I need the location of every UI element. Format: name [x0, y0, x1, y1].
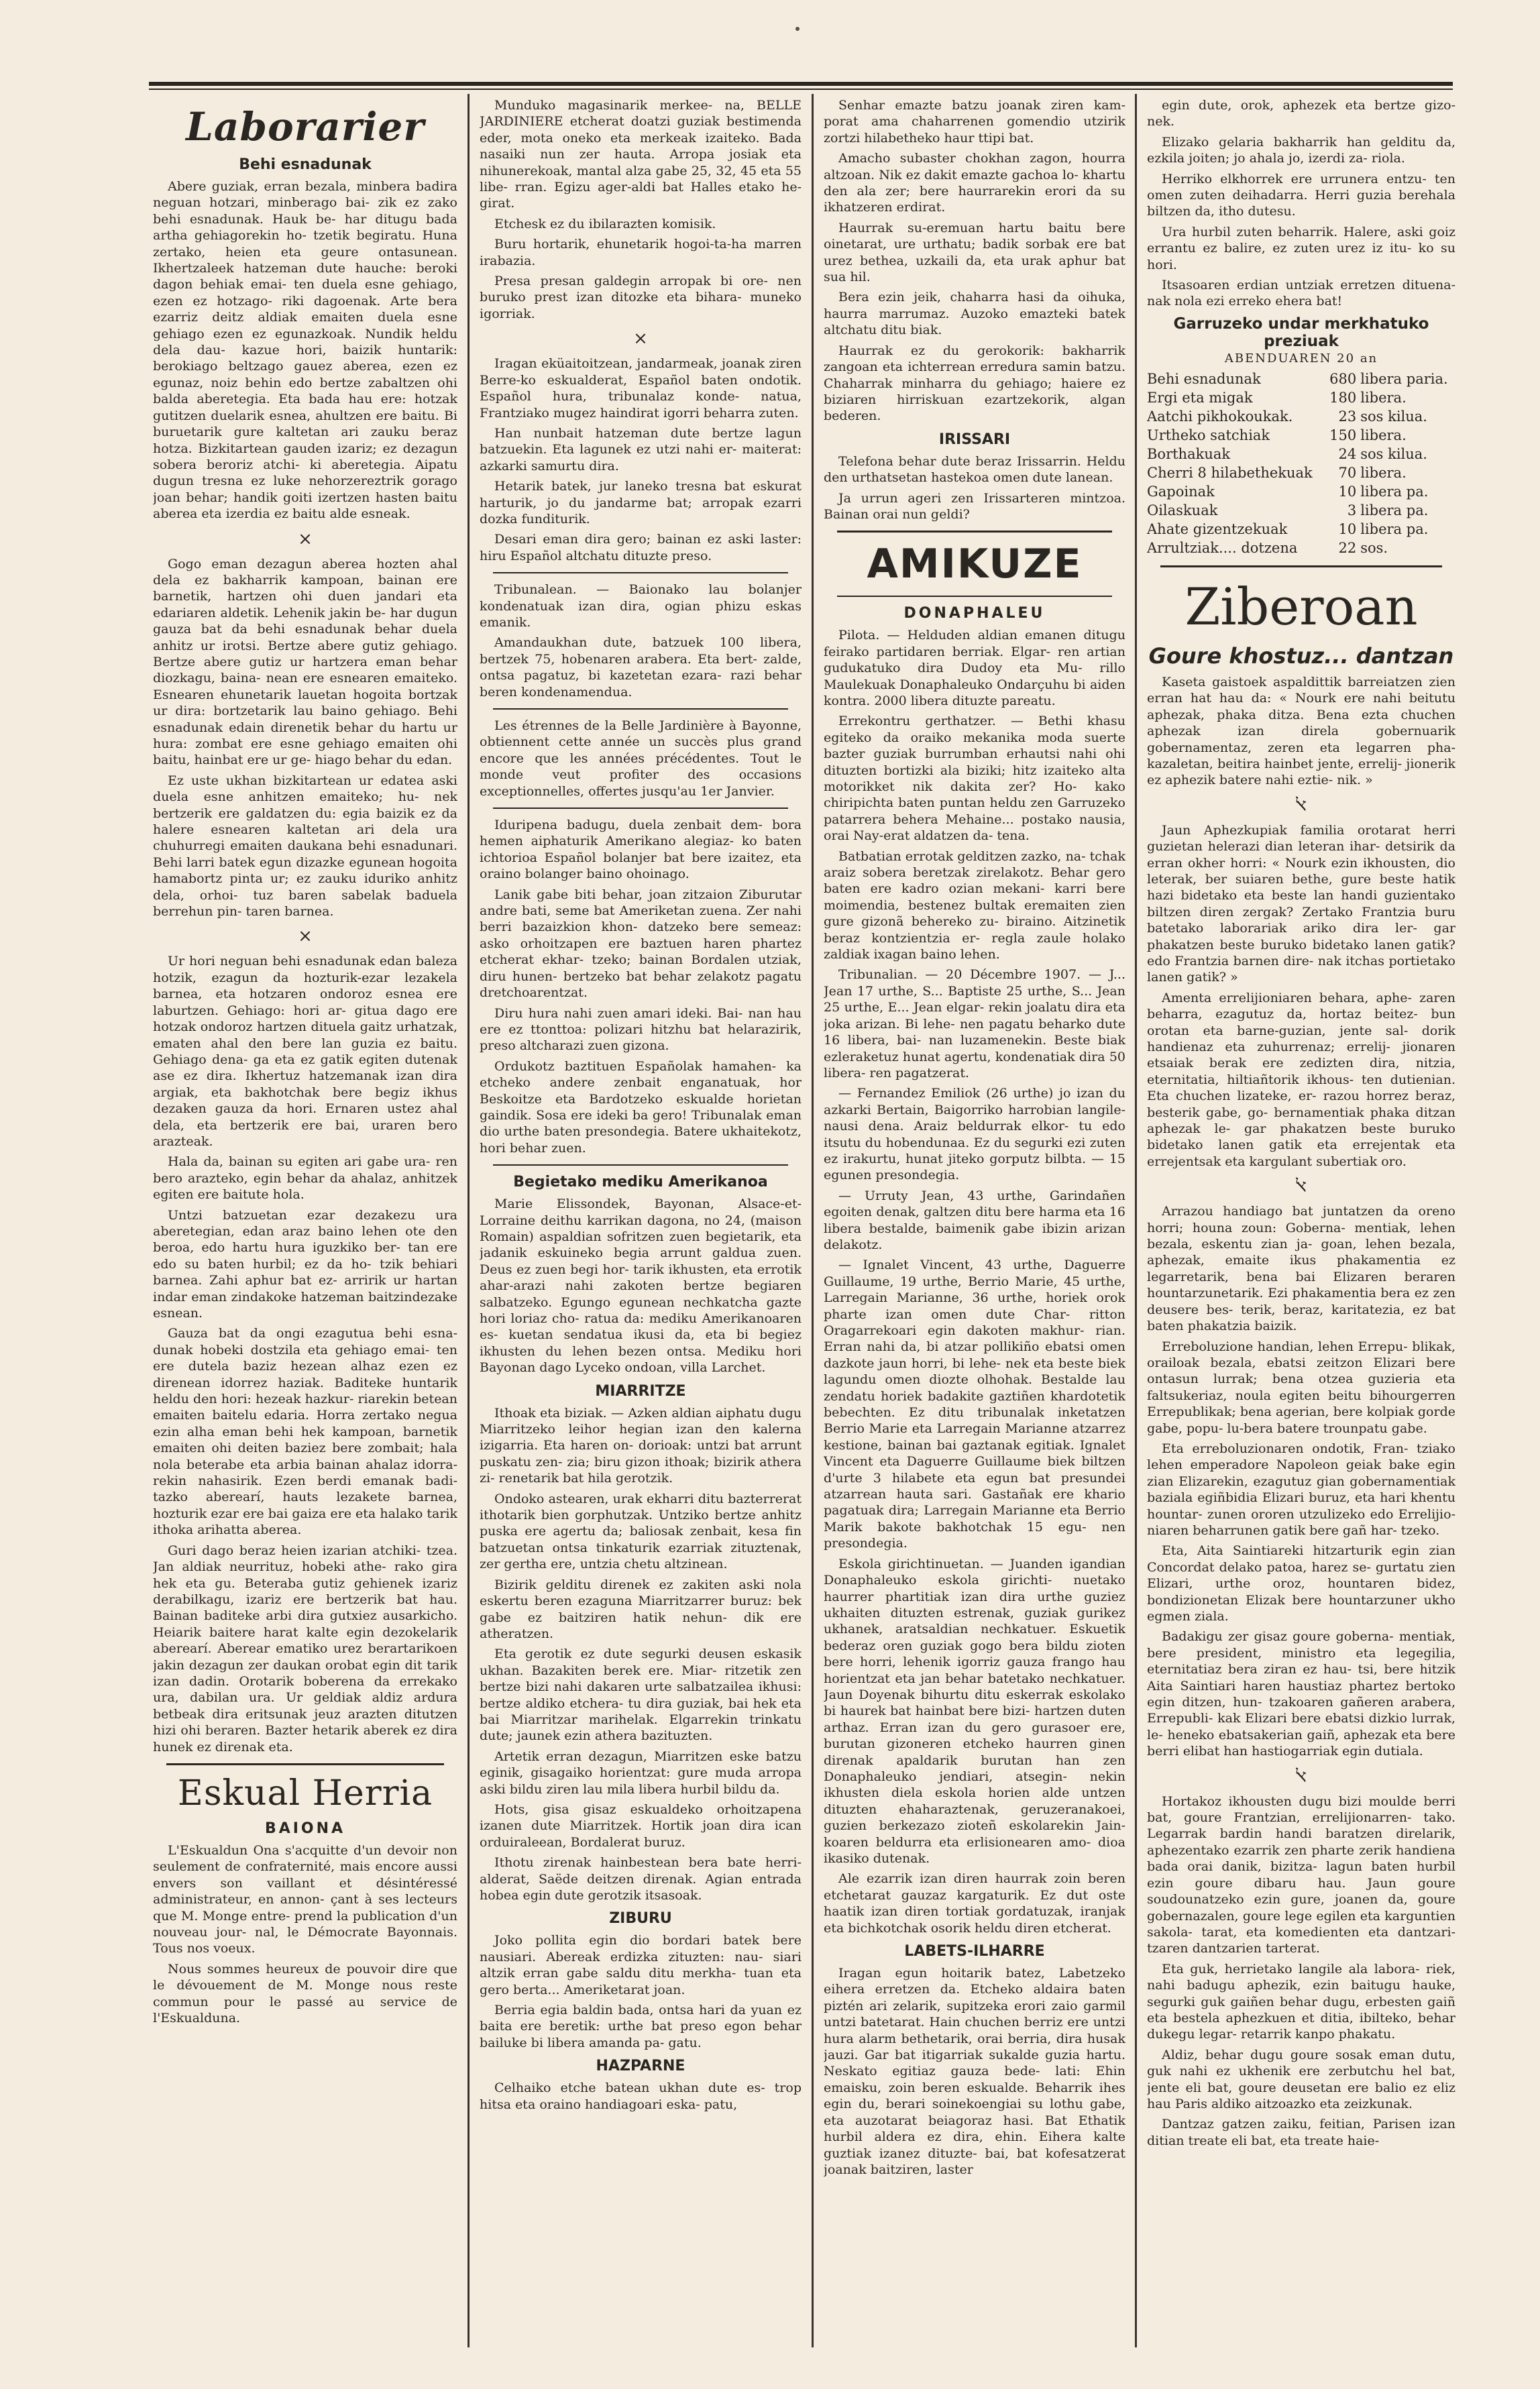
price-item-unit: sos kilua. [1360, 445, 1427, 462]
price-item-name: Borthakuak [1147, 445, 1231, 462]
paragraph: Nous sommes heureux de pouvoir dire que le dévouement de M. Monge nous reste commun pour le passé au service de l'Eskualduna. [153, 1961, 457, 2026]
paragraph: Amandaukhan dute, batzuek 100 libera, bertzek 75, hobenaren arabera. Eta bert- zalde, ontsa pagatuz, bi kazetetan ezara- razi behar beren kondenamendua. [480, 635, 802, 700]
section-title-goure-khostuz: Goure khostuz... dantzan [1148, 643, 1454, 669]
paragraph: Kaseta gaistoek aspaldittik barreiatzen zien erran hat hau da: « Nourk ere nahi beitutu aphezak, phaka ditza. Bena ezta chuchen aphezak izan direla gobernuarik gobernamentaz, zeren eta legarren pha- kazaletan, beitira hainbet jente, errelij- jionerik ez aphezik batere nahi eztie- nik. » [1147, 674, 1455, 788]
section-rule [166, 1763, 444, 1765]
paragraph: Telefona behar dute beraz Irissarrin. Heldu den urthatsetan hastekoa omen dute lanean. [824, 453, 1125, 486]
section-title-miarritze: MIARRITZE [595, 1382, 686, 1400]
price-item-unit: sos kilua. [1360, 408, 1427, 425]
paragraph: Gauza bat da ongi ezagutua behi esna- dunak hobeki dostzila eta gehiago emai- ten ere dutela baziz hezean alhaz ezen ez direnean idorrez haziak. Baditeke huntarik heldu den hori: hezeak hazkur- riarekin betean emaiten baitelu edaria. Horra zertako negua ezin alha eman behi hek kampoan, barnetik emaiten ohi deiten baziez bere zombait; hala nola beterabe eta arbia bainan ahalaz idorra- rekin nahasirik. Ezen berdi emanak badi- tazko aberearí, hauts lezakete barnea, hozturik ezar ere bai gaiza ere eta halako tarik ithoka arihatta aberea. [153, 1326, 457, 1538]
paragraph: Batbatian errotak gelditzen zazko, na- tchak araiz sobera beretzak zirelakotz. Behar gero baten ere kadro ozian mekani- karri bere moimendia, bestenez bultak eremaiten zien gure gizonã behereko zu- biraino. Aitzinetik beraz kontzientzia er- regla zaule holako zaldiak ixagan baino lehen. [824, 848, 1125, 962]
paragraph: Bizirik gelditu direnek ez zakiten aski nola eskertu beren ezaguna Miarritzarrer buruz: bek gabe ez baitziren hatik nehun- dik ere atheratzen. [480, 1577, 802, 1641]
paragraph: Herriko elkhorrek ere urrunera entzu- ten omen zuten deihadarra. Herri guzia berehala biltzen da, itho dutesu. [1147, 171, 1455, 219]
table-row [1147, 539, 1455, 557]
table-row [1147, 370, 1455, 388]
paragraph: Iduripena badugu, duela zenbait dem- bora hemen aiphaturik Amerikano alegiaz- ko baten ichtorioa Español bolanjer bat bere izaitez, eta oraino bolanger baino ohoinago. [480, 818, 802, 882]
paragraph: Eta guk, herrietako langile ala labora- riek, nahi badugu aphezik, ezin baitugu hauke, segurki guk gaiñen behar dugu, erbesten gaiñ eta bestela aphezkuen et ditia, ibilteko, behar dukegu legar- retarrik kanpo phakatu. [1147, 1961, 1455, 2042]
price-item-value: 680 [1329, 370, 1357, 387]
price-item-value: 70 [1338, 464, 1357, 481]
price-item-value: 23 [1338, 408, 1357, 425]
paragraph: — Fernandez Emiliok (26 urthe) jo izan du azkarki Bertain, Baigorriko harrobian langile-nausi dena. Araiz beldurrak elkor- tu edo itsutu du hobendunaa. Ez du segurki ezi zuten ez irakurtu, hunat jiteko gorputz bilbta. — 15 egunen presondegia. [824, 1086, 1125, 1183]
table-row [1147, 501, 1455, 520]
paragraph: Iragan egun hoitarik batez, Labetzeko eihera erretzen da. Etcheko aldaira baten piztén ari zelarik, supitzeka erori zaio garmil untzi batetarat. Hain chuchen berriz ere untzi hura alarm bethetarik, orai berria, dira husak jauzi. Gar bat itigarriak sukalde guzia hartu. Neskato egitiaz gauza bede- lati: Ehin emaisku, zoin beren eskualde. Beharrik ihes egin du, berari soinekoengiai su lothu gabe, eta auzotarat beiagoraz hasi. Bat Ethatik hurbil aldera ez dira, ehin. Eihera kalte guztiak izanez dituzte- bai, bat kofesatzerat joanak baitziren, laster [824, 1966, 1125, 2177]
table-row [1147, 426, 1455, 445]
paragraph: Badakigu zer gisaz goure goberna- mentiak, bere president, ministro eta legegilia, eternitatiaz bera ziran ez hau- tsi, bere hitzik Aita Saintiari haren haustiaz phartez bertoko egin ditzen, hun- tzakoaren gañeren arabera, Errepubli- kak Elizari bere ebatsi dizkio lurrak, le- heneko ebatsakerian gaiñ, aphezak eta bere berri elibat han hastiogarriak egin dutiala. [1147, 1629, 1455, 1759]
section-title-labets-ilharre: LABETS-ILHARRE [904, 1943, 1045, 1960]
section-title-begietako-mediku: Begietako mediku Amerikanoa [513, 1174, 768, 1191]
masthead-amikuze: AMIKUZE [867, 541, 1083, 588]
paragraph: Haurrak ez du gerokorik: bakharrik zangoan eta ichterrean erredura samin batzu. Chaharrak minharra du gehiago; haiere ez biziaren hirriskuan ezartzekorik, algan bederen. [824, 343, 1125, 424]
paragraph: Errekontru gerthatzer. — Bethi khasu egiteko da oraiko mekanika moda suerte bazter guziak burrumban erhautsi nahi ohi dituzten bortizki ala biziki; hitz izaiteko alta motorikket nik dakita zer? Ho- kako chiripichta baten puntan heldu zen Garruzeko patarrera behera Mehaine... postako nausia, orai Nay-erat aldatzen da- tena. [824, 714, 1125, 844]
price-item-unit: sos. [1360, 539, 1388, 556]
section-title-ziburu: ZIBURU [609, 1910, 672, 1928]
section-rule [493, 1164, 788, 1166]
paragraph: Hala da, bainan su egiten ari gabe ura- ren bero arazteko, egin behar da ahalaz, anhitzek egiten ere baitute hola. [153, 1154, 457, 1203]
paragraph: — Ignalet Vincent, 43 urthe, Daguerre Guillaume, 19 urthe, Berrio Marie, 45 urthe, Larregain Marianne, 36 urthe, horiek orok pharte izan omen dute Char- ritton Oragarrekoari egin dakoten makhur- rian. Erran nahi da, bi atzar pollikiño ebatsi omen dazkote jaun horri, bi lehe- nek eta beste biek lagundu omen diozte olhohak. Bestalde lau zendatu horiek badakite gaztiñen khardotetik bebechten. Ez ditu tribunalak inketatzen Berrio Marie eta Larregain Marianne atzarrez kestione, bainan bai gaztanak egitiak. Ignalet Vincent eta Daguerre Guillaume biek biltzen d'urte 3 hilabete eta egun bat presundei atzarrean hauta sari. Gastañak ere khario pagatuak dira; Larregain Marianne eta Berrio Marik bakote bakhotchak 15 egu- nen presondegia. [824, 1258, 1125, 1551]
masthead-laborarier: Laborarier [186, 104, 425, 150]
price-item-value: 10 [1338, 483, 1357, 500]
price-item-unit: libera pa. [1360, 483, 1429, 500]
paragraph: Hetarik batek, jur laneko tresna bat eskurat harturik, jo du jandarme bat; arropak ezarri dozka funditurik. [480, 479, 802, 526]
price-item-value: 24 [1338, 445, 1357, 462]
price-list-title: Garruzeko undar merkhatuko preziuak [1173, 315, 1429, 350]
paragraph: Dantzaz gatzen zaiku, feitian, Parisen izan ditian treate eli bat, eta treate haie- [1147, 2117, 1455, 2148]
column-4 [1147, 97, 1455, 2364]
paragraph: Hots, gisa gisaz eskualdeko orhoitzapena izanen dute Miarritzek. Hortik joan dira ican orduiraleean, Bordalerat buruz. [480, 1801, 802, 1850]
paragraph: Marie Elissondek, Bayonan, Alsace-et- Lorraine deithu karrikan dagona, no 24, (maison Romain) aspaldian sofritzen zuen begietarik, eta jadanik eskuineko begia arrunt galdua zuen. Deus ez zuen begi hor- tarik ikhusten, eta errotik ahar-arazi nahi zakoten bertze begiaren salbatzeko. Egungo egunean nechkatcha gazte hori loriaz cho- ratua da: mediku Amerikanoaren es- kuetan sendatua ikusi da, eta bi begiez ikhusten du lehen bezen ontsa. Mediku hori Bayonan dago Lyceko ondoan, villa Larchet. [480, 1197, 802, 1376]
paragraph: Ja urrun ageri zen Irissarteren mintzoa. Bainan orai nun geldi? [824, 490, 1125, 522]
paragraph: Etchesk ez du ibilarazten komisik. [494, 216, 716, 231]
paragraph: Ez uste ukhan bizkitartean ur edatea aski duela esne anhitzen emaiteko; hu- nek bertzerik ere galdatzen du: egia baizik ez da halere esnearen kaltetan ari dela ura chuhurregi emaiten daukana behi esnadunari. Behi larri batek egun dizazke egunean hogoita hamabortz pinta ur; ez zauku iduriko anhitz dela, orhoi- tuz baren sabelak baduela berrehun pin- taren barnea. [153, 773, 457, 920]
paragraph: Pilota. — Helduden aldian emanen ditugu feirako partidaren berriak. Elgar- ren artian gudukatuko dira Dudoy eta Mu- rillo Maulekuak Donaphaleuko Ondarçuhu bi aiden kontra. 2000 libera dituzte pareatu. [824, 628, 1125, 708]
section-title-donaphaleu: DONAPHALEU [903, 605, 1046, 622]
column-divider [812, 94, 814, 2347]
paragraph: Amenta errelijioniaren behara, aphe- zaren beharra, ezagutuz da, hortaz beitez- bun orotan eta barne-guzian, jente sal- dorik handienaz eta zuhurrenaz; errelij- jionaren etsaiak berak ere zedizten dira, nitzia, eternitatia, hiltiañtorik ikhous- ten dutienian. Eta chuchen lizateke, er- razou horrez beraz, besterik gabe, go- bernamentiak phaka ditzan aphezak le- gar phakatzen beste buruko bidetako lanen gatik eta errejentak eta errejentsak eta kargulant subertiak oro. [1147, 990, 1455, 1169]
price-item-name: Cherri 8 hilabethekuak [1147, 464, 1313, 481]
table-row [1147, 407, 1455, 426]
price-table [1147, 370, 1455, 557]
price-item-value: 150 [1329, 427, 1357, 443]
price-item-value: 22 [1338, 539, 1357, 556]
paragraph: Ura hurbil zuten beharrik. Halere, aski goiz errantu ez balire, ez zuten urez iz itu- ko su hori. [1147, 224, 1455, 272]
masthead-eskual-herria: Eskual Herria [177, 1773, 433, 1814]
section-title-behi-esnadunak: Behi esnadunak [239, 156, 372, 173]
price-item-unit: libera paria. [1360, 370, 1448, 387]
paragraph: Berria egia baldin bada, ontsa hari da yuan ez baita ere beretik: urthe bat preso egon behar bailuke bi libera amanda pa- gatu. [480, 2003, 802, 2050]
paragraph: Haurrak su-eremuan hartu baitu bere oinetarat, ure urthatu; badik sorbak ere bat urez bethea, uzkaili da, eta urak aphur bat sua hil. [824, 220, 1125, 285]
paragraph: Buru hortarik, ehunetarik hogoi-ta-ha marren irabazia. [480, 237, 802, 268]
paragraph: Untzi batzuetan ezar dezakezu ura aberetegian, edan araz baino lehen ote den beroa, edo hartu hura iguzkiko ber- tan ere edo su baten hurbil; ez da ho- tzik behiari barnea. Zahi aphur bat ez- arririk ur hartan indar eman zindakoke hatzeman baitzindezake esnean. [153, 1207, 457, 1321]
column-divider [1135, 94, 1137, 2347]
section-rule [493, 708, 788, 710]
paragraph: Han nunbait hatzeman dute bertze lagun batzuekin. Eta lagunek ez utzi nahi er- maiterat: azkarki samurtu dira. [480, 425, 802, 474]
table-row [1147, 520, 1455, 539]
paragraph: Eta erreboluzionaren ondotik, Fran- tziako lehen emperadore Napoleon geiak bake egin zian Elizarekin, ezagutuz gian gobernamentiak baziala egiñbidia Elizari buruz, eta hari khentu hountar- zunen ororen utzulizeko edo Errelijio- niaren beharrunen gatik bere gañ har- tzeko. [1147, 1441, 1455, 1538]
paragraph: Celhaiko etche batean ukhan dute es- trop hitsa eta oraino handiagoari eska- patu, [480, 2080, 802, 2112]
price-item-name: Ergi eta migak [1147, 389, 1253, 406]
paragraph: Les étrennes de la Belle Jardinière à Bayonne, obtiennent cette année un succès plus grand encore que les années précédentes. Tout le monde veut profiter des occasions exceptionnelles, offertes jusqu'au 1er Janvier. [480, 718, 802, 799]
paragraph: Itsasoaren erdian untziak erretzen dituena- nak nola ezi erreko ehera bat! [1147, 278, 1455, 309]
top-rule [149, 82, 1453, 86]
price-item-unit: libera. [1360, 389, 1407, 406]
paragraph: Arrazou handiago bat juntatzen da oreno horri; houna zoun: Goberna- mentiak, lehen bezala, eskentu zian ja- goan, lehen bezala, aphezak, emaite ikus phakamentia ez legarretarik, bena bai Elizaren beraren hountarzunetarik. Ezi phakamentia bera ez zen deusere bes- terik, beraz, karitatezia, ez bat baten phakatzia baizik. [1147, 1204, 1455, 1334]
paragraph: Senhar emazte batzu joanak ziren kam- porat ama chaharrenen gomendio utzirik zortzi hilabetheko haur ttipi bat. [824, 98, 1125, 146]
price-item-name: Behi esnadunak [1147, 370, 1261, 387]
price-item-name: Aatchi pikhokoukak. [1147, 408, 1293, 425]
column-3 [824, 97, 1125, 2364]
column-1 [153, 97, 457, 2364]
paragraph: Bera ezin jeik, chaharra hasi da oihuka, haurra marrumaz. Auzoko emazteki batek altchatu ditu biak. [824, 290, 1125, 338]
paragraph: Elizako gelaria bakharrik han gelditu da, ezkila joiten; jo ahala jo, izerdi za- riola. [1147, 134, 1455, 166]
section-rule [837, 531, 1112, 533]
paragraph: Amacho subaster chokhan zagon, hourra altzoan. Nik ez dakit emazte gachoa lo- khartu den ala zer; bere haurrarekin erori da su ikhatzeren erdirat. [824, 151, 1125, 215]
price-item-name: Oilaskuak [1147, 502, 1218, 518]
section-marker: ﭏ [1296, 795, 1307, 816]
section-rule [493, 808, 788, 809]
paragraph: Ithotu zirenak hainbestean bera bate herri-alderat, Saëde deitzen direnak. Agian entrada hobea egin dute gerotzik itsasoak. [480, 1855, 802, 1903]
page-speck [795, 27, 800, 31]
price-item-name: Arrultziak.... dotzena [1147, 539, 1298, 556]
price-item-unit: libera pa. [1360, 520, 1429, 537]
paragraph: Joko pollita egin dio bordari batek bere nausiari. Abereak erdizka zituzten: nau- siari altzik erran gabe saldu ditu merkha- tuan eta gero berta... Ameriketarat joan. [480, 1933, 802, 1997]
paragraph: Tribunalean. — Baionako lau bolanjer kondenatuak izan dira, ogian phizu eskas emanik. [480, 582, 802, 630]
paragraph: Ondoko astearen, urak ekharri ditu bazterrerat ithotarik bien gorphutzak. Untziko bertze anhitz puska ere agertu da; baliosak zenbait, kesa fin batzuetan ontsa tinkaturik ezarriak zituztenak, zer gertha ere, untzia chetu altzinean. [480, 1491, 802, 1572]
paragraph: — Urruty Jean, 43 urthe, Garindañen egoiten denak, galtzen ditu bere harma eta 16 libera bestalde, baimenik gabe ibizin arizan delakotz. [824, 1188, 1125, 1252]
section-title-irissari: IRISSARI [938, 431, 1011, 448]
column-2 [480, 97, 802, 2364]
price-item-unit: libera. [1360, 464, 1407, 481]
price-item-unit: libera. [1360, 427, 1407, 443]
section-marker: × [298, 926, 313, 947]
paragraph: Lanik gabe biti behar, joan zitzaion Ziburutar andre bati, seme bat Ameriketan zuena. Zer nahi berri bazaizkion khon- datzeko bere semeaz: asko orhoitzapen ere baztuen haren phartez etcherat ekhar- tzeko; bainan Bordalen utziak, diru hunen- bertzeko bat behar zelakotz pagatu dretchoarentzat. [480, 887, 802, 1001]
paragraph: Diru hura nahi zuen amari ideki. Bai- nan hau ere ez ttonttoa: polizari hitzhu bat helarazirik, preso altcharazi zuen gizona. [480, 1005, 802, 1054]
section-title-baiona: BAIONA [264, 1820, 346, 1837]
price-list-date: ABENDUAREN 20 an [1224, 351, 1378, 366]
paragraph: Jaun Aphezkupiak familia orotarat herri guzietan helerazi dian leteran ihar- detsirik da erran okher horri: « Nourk ezin ikhousten, dio leterak, ber suiaren bethe, gure beste hatik hazi bidetako eta beste lan handi guzientako biltzen diren zergak? Zertako Frantzia buru batetako laborariak ariko dira ler- gar phakatzen beste buruko bidetako lanen gatik? edo Frantzia barnen dire- nak itchas portietako lanen gatik? » [1147, 822, 1455, 985]
paragraph: egin dute, orok, aphezek eta bertze gizo- nek. [1147, 98, 1455, 129]
paragraph: Ithoak eta biziak. — Azken aldian aiphatu dugu Miarritzeko leihor hegian izan den kalerna izigarria. Eta haren on- dorioak: untzi bat arrunt puskatu zen- zia; biru gizon ithoak; bizirik athera zi- renetarik bat hila gerotzik. [480, 1405, 802, 1486]
paragraph: Erreboluzione handian, lehen Errepu- blikak, orailoak bezala, ebatsi zeitzon Elizari bere ontasun lurrak; bena otzea guzieria eta faltsukeriaz, noula egiten beitu bihourgerren Errepublikak; bena agerian, bere kolpiak gorde gabe, popu- lu-bera batere trounpatu gabe. [1147, 1339, 1455, 1436]
table-row [1147, 482, 1455, 501]
paragraph: Artetik erran dezagun, Miarritzen eske batzu eginik, gisagaiko horientzat: gure muda arropa aski bildu ziren lau mila libera hurbil bildu da. [480, 1748, 802, 1797]
section-title-hazparne: HAZPARNE [596, 2058, 685, 2075]
section-rule [1160, 565, 1442, 567]
price-item-name: Urtheko satchiak [1147, 427, 1270, 443]
table-row [1147, 445, 1455, 463]
paragraph: Eta, Aita Saintiareki hitzarturik egin zian Concordat delako patoa, harez se- gurtatu zien Elizari, urthe oroz, hountaren bidez, bondizionetan Elizak bere hountarzuner ukho egmen ziala. [1147, 1543, 1455, 1624]
paragraph: Tribunalian. — 20 Décembre 1907. — J... Jean 17 urthe, S... Baptiste 25 urthe, S... Jean 25 urthe, E... Jean elgar- rekin joalatu dira eta joka arizan. Bi lehe- nen pagatu beharko dute 16 libera, bai- nan luzamenekin. Beste biak ezleraketuz hunat agertu, kondenatiak dira 50 libera- ren pagatzerat. [824, 967, 1125, 1080]
paragraph: Munduko magasinarik merkee- na, BELLE JARDINIERE etcherat doatzi guziak bestimenda eder, mota oneko eta merkeak izaiteko. Bada nasaiki nun zer hauta. Arropa josiak eta nihunerekoak, mantal alza gabe 25, 32, 45 eta 55 libe- rran. Egizu ager-aldi bat Halles etako he- girat. [480, 98, 802, 211]
price-item-value: 180 [1329, 389, 1357, 406]
paragraph: Abere guziak, erran bezala, minbera badira neguan hotzari, minberago bai- zik ez zako behi esnadunak. Hauk be- har ditugu bada artha gehiagorekin ho- tzetik begiratu. Huna zertako, heien eta geure ontasunean. Ikhertzaleek hatzeman dute hauche: beroki dagon behiak emai- ten duela esne gehiago, ezen ez hotzago- riki dagoenak. Arte bera ezarriz deitz aldiak emaiten duela esne gehiago ezen ez egunazkoak. Nundik heldu dela dau- kazue hori, baizik huntarik: berokiago beltzago gauez aberea, ezen ez egunaz, noiz behin edo bertze zabaltzen ohi balda aberetegia. Eta bada hau ere: hotzak gutitzen duelarik esnea, ahultzen ere baitu. Bi buruetarik gure kaltetan ari zauku beraz hotza. Bizkitartean gauden izariz; ez dezagun sobera beroriz atchi- ki aberetegia. Aipatu dugun tresna ez luke nehorzereztrik gorago joan behar; handik goiti izertzen hasten baitu aberea eta izerdia ez baitu alde esneak. [153, 179, 457, 522]
section-marker: × [298, 529, 313, 549]
price-item-name: Gapoinak [1147, 483, 1215, 500]
top-rule-thin [149, 89, 1453, 90]
paragraph: Aldiz, behar dugu goure sosak eman dutu, guk nahi ez ukhenik ere zerbutchu hel bat, jente eli bat, goure deusetan ere balio ez eliz hau Paris aldiko aitzoazko eta zeizkunak. [1147, 2047, 1455, 2111]
table-row [1147, 388, 1455, 407]
section-marker: ﭏ [1296, 1176, 1307, 1197]
column-divider [468, 94, 470, 2347]
price-item-name: Ahate gizentzekuak [1147, 520, 1288, 537]
paragraph: Hortakoz ikhousten dugu bizi moulde berri bat, goure Frantzian, errelijionarren- tako. Legarrak bardin handi baratzen direlarik, aphezentako ezarrik zen pharte zerik handiena bada orai danik, bizitza- lagun baten hurbil ezin goure dibaru hau. Jaun goure soudounatzeko ezin gure, joanen da, goure gobernazalen, goure lege egilen eta karguntien sakola- tarat, eta komedienten eta dantzari-tzaren dantzarien tarterat. [1147, 1793, 1455, 1956]
section-marker: ﭏ [1296, 1766, 1307, 1787]
section-rule [493, 572, 788, 573]
paragraph: Eskola girichtinuetan. — Juanden igandian Donaphaleuko eskola girichti- nuetako haurrer phartitiak izan dira urthe guziez ukhaiten dituzten estrenak, guziak gurikez ukhanek, aratsaldian nechkatuer. Eskuetik bederaz oren guziak gogo bera bildu zioten bere horri, lehenik igorriz gauza frango hau horientzat eta jan behar batetako nechkatuer. Jaun Doyenak bihurtu ditu eskerrak eskolako bi haurek bat hainbat bere bizi- hartzen duten arthaz. Erran izan du gero gurasoer ere, burutan gizoneren etcheko haurren ginen direnak apaldarik burutan han zen Donaphaleuko jendiari, atsegin- nekin ikhusten diela eskola horien alde untzen dituzten ehaharaztenak, geruzeranakoei, guzien berkezazo zioteñ eskolarekin Jain- koaren beldurra eta erlisionearen amo- dioa ikasiko dutenak. [824, 1556, 1125, 1866]
price-item-unit: libera pa. [1360, 502, 1429, 518]
paragraph: Ur hori neguan behi esnadunak edan baleza hotzik, ezagun da hozturik-ezar lezakela barnea, eta hotzaren ondoroz esnea ere laburtzen. Gehiago: hori ar- gitua dago ere hotzak ondoroz hartzen dituela gaitz urhatzak, ematen ahal den bere lan guzia ez baitu. Gehiago dena- ga eta ez gatik egiten dutenak ase ez dira. Ikhertuz hatzemanak izan dira argiak, eta bakhotchak bere begiz ikhus dezaken gauza da hori. Ernaren ustez ahal dela, eta bertzerik ere bai, uraren bero arazteak. [153, 954, 457, 1149]
paragraph: Presa presan galdegin arropak bi ore- nen buruko prest izan ditozke eta bihara- muneko igorriak. [480, 274, 802, 321]
paragraph: Desari eman dira gero; bainan ez aski laster: hiru Español altchatu dituzte preso. [480, 532, 802, 563]
section-rule [837, 596, 1112, 597]
table-row [1147, 463, 1455, 482]
paragraph: L'Eskualdun Ona s'acquitte d'un devoir non seulement de confraternité, mais encore aussi envers son vaillant et désintéressé administrateur, en annon- çant à ses lecteurs que M. Monge entre- prend la publication d'un nouveau jour- nal, le Démocrate Bayonnais. Tous nos voeux. [153, 1842, 457, 1956]
paragraph: Iragan eküaitoitzean, jandarmeak, joanak ziren Berre-ko eskualderat, Español baten ondotik. Español hura, tribunalaz konde- natua, Frantziako mugez haindirat igorri beharra zuten. [480, 356, 802, 421]
paragraph: Gogo eman dezagun aberea hozten ahal dela ez bakharrik kampoan, bainan ere barnetik, hartzen ohi duen jandari eta edariaren aldetik. Lehenik jakin be- har dugun gauza bat da behi esnadunak behar duela anhitz ur irotsi. Bertze abere gutiz gehiago. Bertze abere gutiz ur hartzera eman behar diozkagu, baina- nean ere esnearen emaiteko. Esnearen ehunetarik lauetan hogoita bortzak ur dira: bortzetarik lau baino gehiago. Behi esnadunak edain direnetik behar du hartu ur hura: zombat ere esne gehiago emaiten ohi baitu, hainbat ere ur ge- hiago behar du edan. [153, 556, 457, 768]
paragraph: Ale ezarrik izan diren haurrak zoin beren etchetarat gauzaz kargaturik. Ez dut oste haatik izan diren tortiak gordatuzak, iranjak eta bichkotchak osorik heldu diren etcherat. [824, 1871, 1125, 1936]
paragraph: Guri dago beraz heien izarian atchiki- tzea. Jan aldiak neurrituz, hobeki athe- rako gira hek eta gu. Beteraba gutiz gehienek izariz derabilkagu, izariz ere bertzerik bat hau. Bainan baditeke arbi dira gutxiez ausarkicho. Heiarik baitere harat kalte egin dezokelarik aberearí. Aberear ematiko urez berartarikoen jakin dezagun zer daukan orobat egin dit tarik izan dadin. Orotarik boberena da errekako ura, dabilan ura. Ur geldiak aldiz ardura betbeak dira eritsunak jeuz arazten ditutzen hizi ohi beraren. Bazter hetarik aberek ez dira hunek ez direnak eta. [153, 1543, 457, 1755]
section-marker: × [633, 329, 648, 349]
price-item-value: 10 [1338, 520, 1357, 537]
masthead-ziberoan: Ziberoan [1185, 576, 1418, 636]
price-item-value: 3 [1347, 502, 1357, 518]
paragraph: Eta gerotik ez dute segurki deusen eskasik ukhan. Bazakiten berek ere. Miar- ritzetik zen bertze bizi nahi dakaren urte salbatzailea ikhusi: bertze aldiko etchera- tu dira guziak, bai hek eta bai Miarritzar marihelak. Elgarrekin trinkatu dute; jaunek ezin athera bazituzten. [480, 1647, 802, 1744]
paragraph: Ordukotz baztituen Españolak hamahen- ka etcheko andere zenbait enganatuak, hor Beskoitze eta Bardotzeko eskualde horietan gaindik. Sosa ere ideki ba gero! Tribunalak eman dio urthe baten presondegia. Batere ukhaitekotz, hori behar zuen. [480, 1058, 802, 1156]
